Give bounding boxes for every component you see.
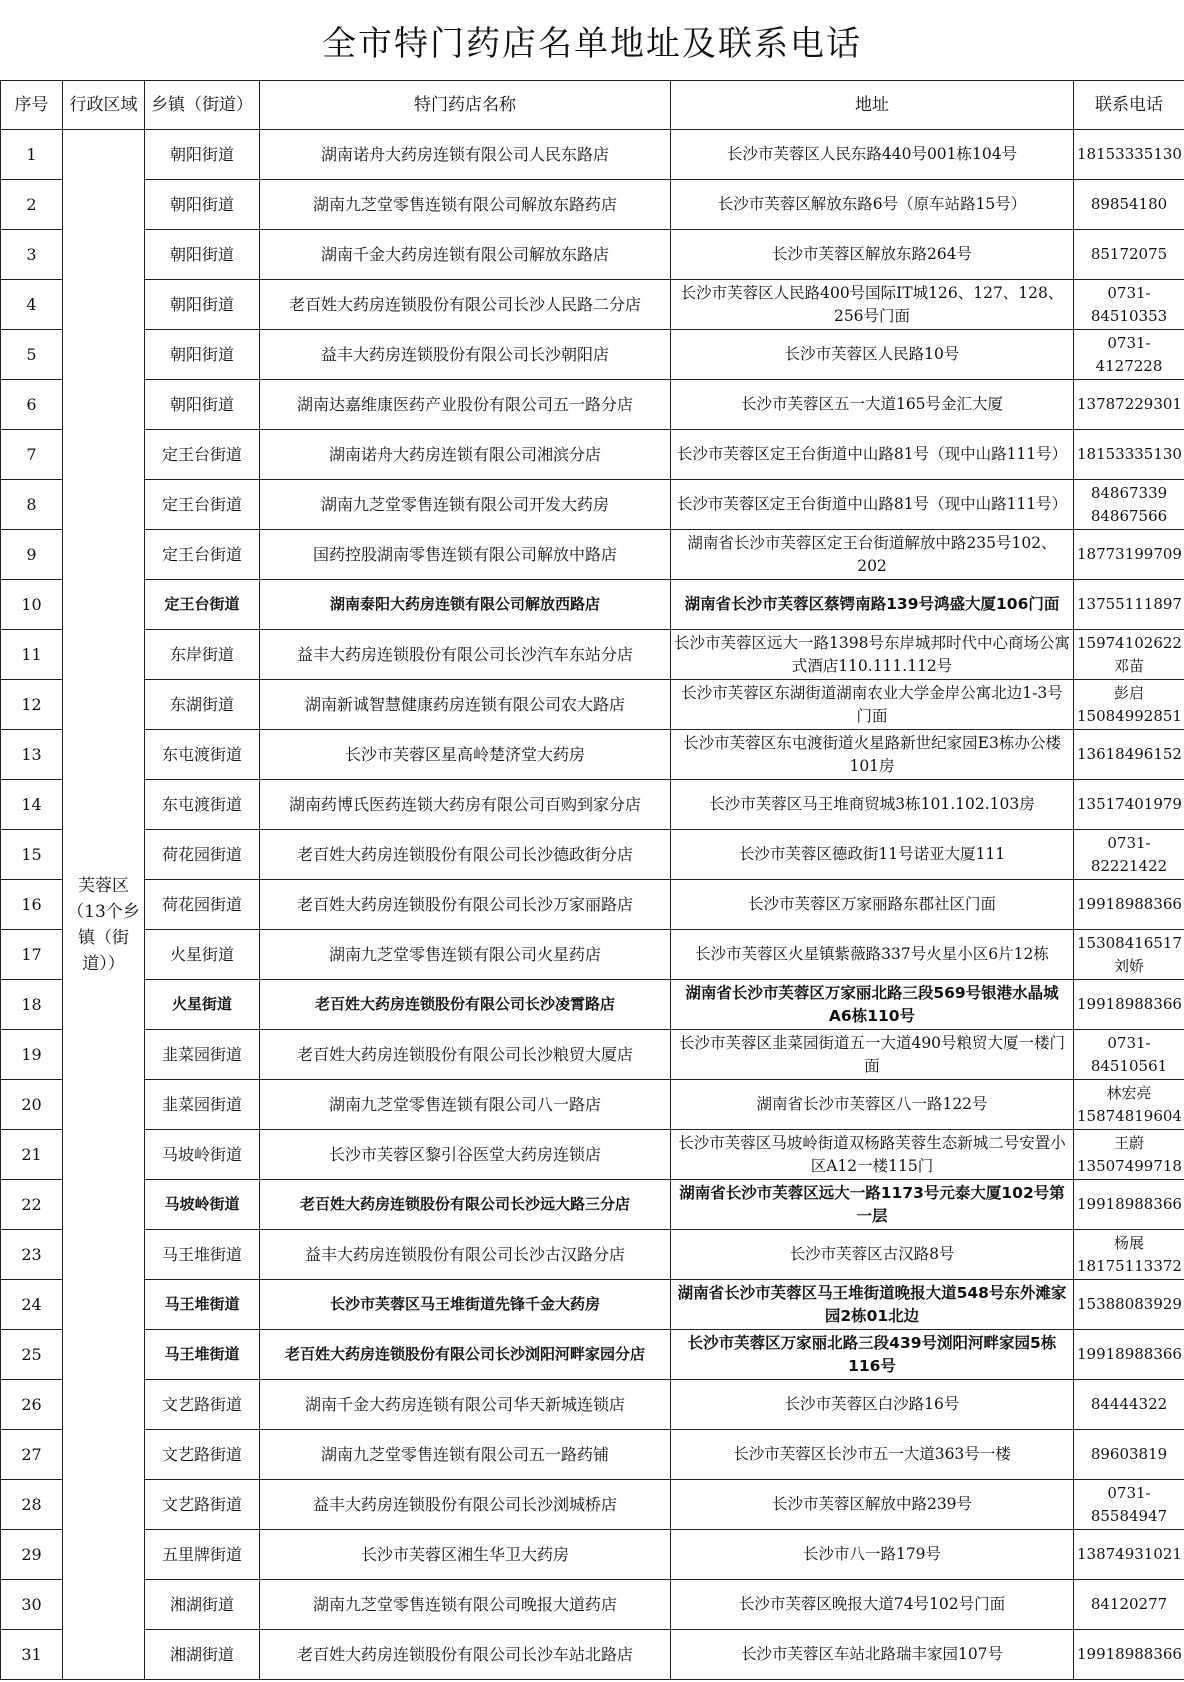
cell-address: 湖南省长沙市芙蓉区万家丽北路三段569号银港水晶城A6栋110号	[671, 980, 1074, 1030]
cell-phone: 84867339 84867566	[1074, 480, 1184, 530]
cell-phone: 0731-85584947	[1074, 1480, 1184, 1530]
cell-pharmacy-name: 老百姓大药房连锁股份有限公司长沙浏阳河畔家园分店	[260, 1330, 671, 1380]
cell-street: 东屯渡街道	[145, 730, 260, 780]
header-cell-district: 行政区域	[63, 81, 145, 130]
cell-pharmacy-name: 老百姓大药房连锁股份有限公司长沙凌霄路店	[260, 980, 671, 1030]
cell-street: 湘湖街道	[145, 1630, 260, 1680]
cell-address: 长沙市芙蓉区马王堆商贸城3栋101.102.103房	[671, 780, 1074, 830]
cell-pharmacy-name: 老百姓大药房连锁股份有限公司长沙德政街分店	[260, 830, 671, 880]
cell-no: 28	[1, 1480, 63, 1530]
cell-street: 定王台街道	[145, 530, 260, 580]
table-row	[1, 330, 1184, 380]
cell-street: 朝阳街道	[145, 330, 260, 380]
cell-phone: 15388083929	[1074, 1280, 1184, 1330]
cell-phone: 85172075	[1074, 230, 1184, 280]
cell-street: 文艺路街道	[145, 1380, 260, 1430]
cell-street: 朝阳街道	[145, 230, 260, 280]
table-row	[1, 1130, 1184, 1180]
cell-phone: 15974102622 邓苗	[1074, 630, 1184, 680]
cell-phone: 19918988366	[1074, 880, 1184, 930]
cell-street: 朝阳街道	[145, 130, 260, 180]
cell-address: 长沙市芙蓉区解放东路6号（原车站路15号）	[671, 180, 1074, 230]
cell-address: 湖南省长沙市芙蓉区八一路122号	[671, 1080, 1074, 1130]
cell-address: 湖南省长沙市芙蓉区蔡锷南路139号鸿盛大厦106门面	[671, 580, 1074, 630]
cell-phone: 13517401979	[1074, 780, 1184, 830]
cell-address: 长沙市芙蓉区白沙路16号	[671, 1380, 1074, 1430]
cell-pharmacy-name: 湖南达嘉维康医药产业股份有限公司五一路分店	[260, 380, 671, 430]
cell-address: 长沙市芙蓉区东屯渡街道火星路新世纪家园E3栋办公楼101房	[671, 730, 1074, 780]
cell-phone: 19918988366	[1074, 1330, 1184, 1380]
table-row	[1, 1180, 1184, 1230]
cell-phone: 89854180	[1074, 180, 1184, 230]
cell-phone: 15308416517 刘娇	[1074, 930, 1184, 980]
cell-phone: 王蔚 13507499718	[1074, 1130, 1184, 1180]
header-cell-street: 乡镇（街道）	[145, 81, 260, 130]
cell-no: 22	[1, 1180, 63, 1230]
cell-no: 8	[1, 480, 63, 530]
cell-pharmacy-name: 长沙市芙蓉区黎引谷医堂大药房连锁店	[260, 1130, 671, 1180]
cell-phone: 0731-82221422	[1074, 830, 1184, 880]
table-row	[1, 1630, 1184, 1680]
cell-pharmacy-name: 国药控股湖南零售连锁有限公司解放中路店	[260, 530, 671, 580]
cell-street: 五里牌街道	[145, 1530, 260, 1580]
cell-no: 23	[1, 1230, 63, 1280]
cell-pharmacy-name: 湖南千金大药房连锁有限公司解放东路店	[260, 230, 671, 280]
cell-pharmacy-name: 湖南千金大药房连锁有限公司华天新城连锁店	[260, 1380, 671, 1430]
cell-no: 14	[1, 780, 63, 830]
cell-address: 长沙市八一路179号	[671, 1530, 1074, 1580]
cell-street: 火星街道	[145, 930, 260, 980]
cell-no: 26	[1, 1380, 63, 1430]
cell-phone: 13874931021	[1074, 1530, 1184, 1580]
table-row	[1, 880, 1184, 930]
cell-street: 朝阳街道	[145, 280, 260, 330]
cell-pharmacy-name: 益丰大药房连锁股份有限公司长沙古汉路分店	[260, 1230, 671, 1280]
pharmacy-table	[0, 80, 1184, 1680]
cell-address: 长沙市芙蓉区车站北路瑞丰家园107号	[671, 1630, 1074, 1680]
cell-phone: 13787229301	[1074, 380, 1184, 430]
cell-no: 1	[1, 130, 63, 180]
cell-address: 长沙市芙蓉区马坡岭街道双杨路芙蓉生态新城二号安置小区A12一楼115门	[671, 1130, 1074, 1180]
header-cell-name: 特门药店名称	[260, 81, 671, 130]
cell-street: 荷花园街道	[145, 830, 260, 880]
cell-phone: 19918988366	[1074, 1630, 1184, 1680]
table-row	[1, 830, 1184, 880]
table-row	[1, 530, 1184, 580]
cell-phone: 18773199709	[1074, 530, 1184, 580]
cell-no: 2	[1, 180, 63, 230]
cell-no: 10	[1, 580, 63, 630]
table-row	[1, 1380, 1184, 1430]
cell-street: 马坡岭街道	[145, 1180, 260, 1230]
cell-street: 韭菜园街道	[145, 1030, 260, 1080]
cell-address: 湖南省长沙市芙蓉区远大一路1173号元泰大厦102号第一层	[671, 1180, 1074, 1230]
table-row	[1, 230, 1184, 280]
cell-address: 长沙市芙蓉区五一大道165号金汇大厦	[671, 380, 1074, 430]
cell-street: 马坡岭街道	[145, 1130, 260, 1180]
table-row	[1, 1330, 1184, 1380]
cell-pharmacy-name: 长沙市芙蓉区马王堆街道先锋千金大药房	[260, 1280, 671, 1330]
cell-no: 9	[1, 530, 63, 580]
cell-street: 文艺路街道	[145, 1480, 260, 1530]
cell-street: 火星街道	[145, 980, 260, 1030]
cell-address: 长沙市芙蓉区万家丽北路三段439号浏阳河畔家园5栋116号	[671, 1330, 1074, 1380]
cell-street: 东湖街道	[145, 680, 260, 730]
cell-no: 6	[1, 380, 63, 430]
cell-no: 7	[1, 430, 63, 480]
table-row	[1, 280, 1184, 330]
cell-street: 定王台街道	[145, 430, 260, 480]
cell-street: 马王堆街道	[145, 1230, 260, 1280]
cell-no: 13	[1, 730, 63, 780]
table-row	[1, 180, 1184, 230]
table-row	[1, 1080, 1184, 1130]
cell-address: 长沙市芙蓉区人民路10号	[671, 330, 1074, 380]
cell-address: 长沙市芙蓉区长沙市五一大道363号一楼	[671, 1430, 1074, 1480]
cell-phone: 0731-84510561	[1074, 1030, 1184, 1080]
cell-phone: 彭启 15084992851	[1074, 680, 1184, 730]
cell-phone: 19918988366	[1074, 980, 1184, 1030]
cell-street: 湘湖街道	[145, 1580, 260, 1630]
header-cell-address: 地址	[671, 81, 1074, 130]
cell-no: 21	[1, 1130, 63, 1180]
header-row	[1, 81, 1184, 130]
cell-address: 长沙市芙蓉区人民东路440号001栋104号	[671, 130, 1074, 180]
cell-pharmacy-name: 湖南诺舟大药房连锁有限公司湘滨分店	[260, 430, 671, 480]
cell-street: 东屯渡街道	[145, 780, 260, 830]
cell-phone: 林宏亮 15874819604	[1074, 1080, 1184, 1130]
cell-address: 长沙市芙蓉区东湖街道湖南农业大学金岸公寓北边1-3号门面	[671, 680, 1074, 730]
cell-pharmacy-name: 长沙市芙蓉区星高岭楚济堂大药房	[260, 730, 671, 780]
cell-pharmacy-name: 益丰大药房连锁股份有限公司长沙汽车东站分店	[260, 630, 671, 680]
cell-address: 长沙市芙蓉区德政街11号诺亚大厦111	[671, 830, 1074, 880]
cell-no: 15	[1, 830, 63, 880]
table-row	[1, 130, 1184, 180]
cell-address: 长沙市芙蓉区万家丽路东郡社区门面	[671, 880, 1074, 930]
cell-pharmacy-name: 湖南诺舟大药房连锁有限公司人民东路店	[260, 130, 671, 180]
cell-address: 湖南省长沙市芙蓉区定王台街道解放中路235号102、202	[671, 530, 1074, 580]
cell-address: 长沙市芙蓉区定王台街道中山路81号（现中山路111号）	[671, 480, 1074, 530]
cell-street: 韭菜园街道	[145, 1080, 260, 1130]
table-row	[1, 1480, 1184, 1530]
table-row	[1, 580, 1184, 630]
cell-street: 马王堆街道	[145, 1280, 260, 1330]
cell-street: 朝阳街道	[145, 380, 260, 430]
cell-address: 长沙市芙蓉区人民路400号国际IT城126、127、128、256号门面	[671, 280, 1074, 330]
cell-pharmacy-name: 湖南九芝堂零售连锁有限公司开发大药房	[260, 480, 671, 530]
cell-phone: 18153335130	[1074, 130, 1184, 180]
table-row	[1, 730, 1184, 780]
cell-phone: 89603819	[1074, 1430, 1184, 1480]
cell-address: 长沙市芙蓉区远大一路1398号东岸城邦时代中心商场公寓式酒店110.111.112号	[671, 630, 1074, 680]
cell-no: 3	[1, 230, 63, 280]
cell-street: 荷花园街道	[145, 880, 260, 930]
table-row	[1, 1030, 1184, 1080]
cell-pharmacy-name: 湖南九芝堂零售连锁有限公司解放东路药店	[260, 180, 671, 230]
table-row	[1, 980, 1184, 1030]
cell-address: 湖南省长沙市芙蓉区马王堆街道晚报大道548号东外滩家园2栋01北边	[671, 1280, 1074, 1330]
cell-no: 25	[1, 1330, 63, 1380]
cell-pharmacy-name: 长沙市芙蓉区湘生华卫大药房	[260, 1530, 671, 1580]
cell-address: 长沙市芙蓉区定王台街道中山路81号（现中山路111号）	[671, 430, 1074, 480]
cell-no: 18	[1, 980, 63, 1030]
cell-pharmacy-name: 老百姓大药房连锁股份有限公司长沙车站北路店	[260, 1630, 671, 1680]
cell-pharmacy-name: 湖南九芝堂零售连锁有限公司火星药店	[260, 930, 671, 980]
header-cell-no: 序号	[1, 81, 63, 130]
cell-no: 31	[1, 1630, 63, 1680]
cell-address: 长沙市芙蓉区解放中路239号	[671, 1480, 1074, 1530]
table-row	[1, 1530, 1184, 1580]
cell-no: 24	[1, 1280, 63, 1330]
cell-phone: 杨展 18175113372	[1074, 1230, 1184, 1280]
cell-address: 长沙市芙蓉区古汉路8号	[671, 1230, 1074, 1280]
cell-phone: 13755111897	[1074, 580, 1184, 630]
cell-address: 长沙市芙蓉区火星镇紫薇路337号火星小区6片12栋	[671, 930, 1074, 980]
header-cell-phone: 联系电话	[1074, 81, 1184, 130]
cell-pharmacy-name: 老百姓大药房连锁股份有限公司长沙粮贸大厦店	[260, 1030, 671, 1080]
table-row	[1, 1580, 1184, 1630]
cell-pharmacy-name: 益丰大药房连锁股份有限公司长沙浏城桥店	[260, 1480, 671, 1530]
cell-phone: 13618496152	[1074, 730, 1184, 780]
table-row	[1, 1230, 1184, 1280]
cell-street: 东岸街道	[145, 630, 260, 680]
table-row	[1, 930, 1184, 980]
cell-phone: 18153335130	[1074, 430, 1184, 480]
table-row	[1, 780, 1184, 830]
table-row	[1, 380, 1184, 430]
cell-no: 20	[1, 1080, 63, 1130]
cell-street: 定王台街道	[145, 480, 260, 530]
cell-no: 17	[1, 930, 63, 980]
cell-pharmacy-name: 湖南泰阳大药房连锁有限公司解放西路店	[260, 580, 671, 630]
cell-no: 4	[1, 280, 63, 330]
cell-pharmacy-name: 湖南九芝堂零售连锁有限公司八一路店	[260, 1080, 671, 1130]
cell-no: 19	[1, 1030, 63, 1080]
cell-district: 芙蓉区（13个乡镇（街道））	[63, 130, 145, 1680]
cell-no: 29	[1, 1530, 63, 1580]
page-title: 全市特门药店名单地址及联系电话	[322, 23, 862, 64]
cell-no: 16	[1, 880, 63, 930]
cell-address: 长沙市芙蓉区解放东路264号	[671, 230, 1074, 280]
cell-pharmacy-name: 益丰大药房连锁股份有限公司长沙朝阳店	[260, 330, 671, 380]
cell-no: 30	[1, 1580, 63, 1630]
cell-phone: 19918988366	[1074, 1180, 1184, 1230]
table-row	[1, 1430, 1184, 1480]
table-row	[1, 480, 1184, 530]
cell-no: 12	[1, 680, 63, 730]
cell-address: 长沙市芙蓉区晚报大道74号102号门面	[671, 1580, 1074, 1630]
cell-pharmacy-name: 湖南药博氏医药连锁大药房有限公司百购到家分店	[260, 780, 671, 830]
cell-phone: 84120277	[1074, 1580, 1184, 1630]
cell-pharmacy-name: 湖南九芝堂零售连锁有限公司五一路药铺	[260, 1430, 671, 1480]
cell-no: 27	[1, 1430, 63, 1480]
table-row	[1, 680, 1184, 730]
table-body	[1, 130, 1184, 1680]
cell-pharmacy-name: 老百姓大药房连锁股份有限公司长沙远大路三分店	[260, 1180, 671, 1230]
cell-phone: 0731-84510353	[1074, 280, 1184, 330]
table-row	[1, 630, 1184, 680]
cell-no: 11	[1, 630, 63, 680]
table-row	[1, 1280, 1184, 1330]
cell-phone: 84444322	[1074, 1380, 1184, 1430]
cell-pharmacy-name: 老百姓大药房连锁股份有限公司长沙人民路二分店	[260, 280, 671, 330]
cell-phone: 0731-4127228	[1074, 330, 1184, 380]
table-row	[1, 430, 1184, 480]
cell-street: 马王堆街道	[145, 1330, 260, 1380]
cell-street: 文艺路街道	[145, 1430, 260, 1480]
cell-no: 5	[1, 330, 63, 380]
cell-pharmacy-name: 湖南九芝堂零售连锁有限公司晚报大道药店	[260, 1580, 671, 1630]
cell-address: 长沙市芙蓉区韭菜园街道五一大道490号粮贸大厦一楼门面	[671, 1030, 1074, 1080]
cell-pharmacy-name: 老百姓大药房连锁股份有限公司长沙万家丽路店	[260, 880, 671, 930]
cell-street: 朝阳街道	[145, 180, 260, 230]
cell-street: 定王台街道	[145, 580, 260, 630]
cell-pharmacy-name: 湖南新诚智慧健康药房连锁有限公司农大路店	[260, 680, 671, 730]
